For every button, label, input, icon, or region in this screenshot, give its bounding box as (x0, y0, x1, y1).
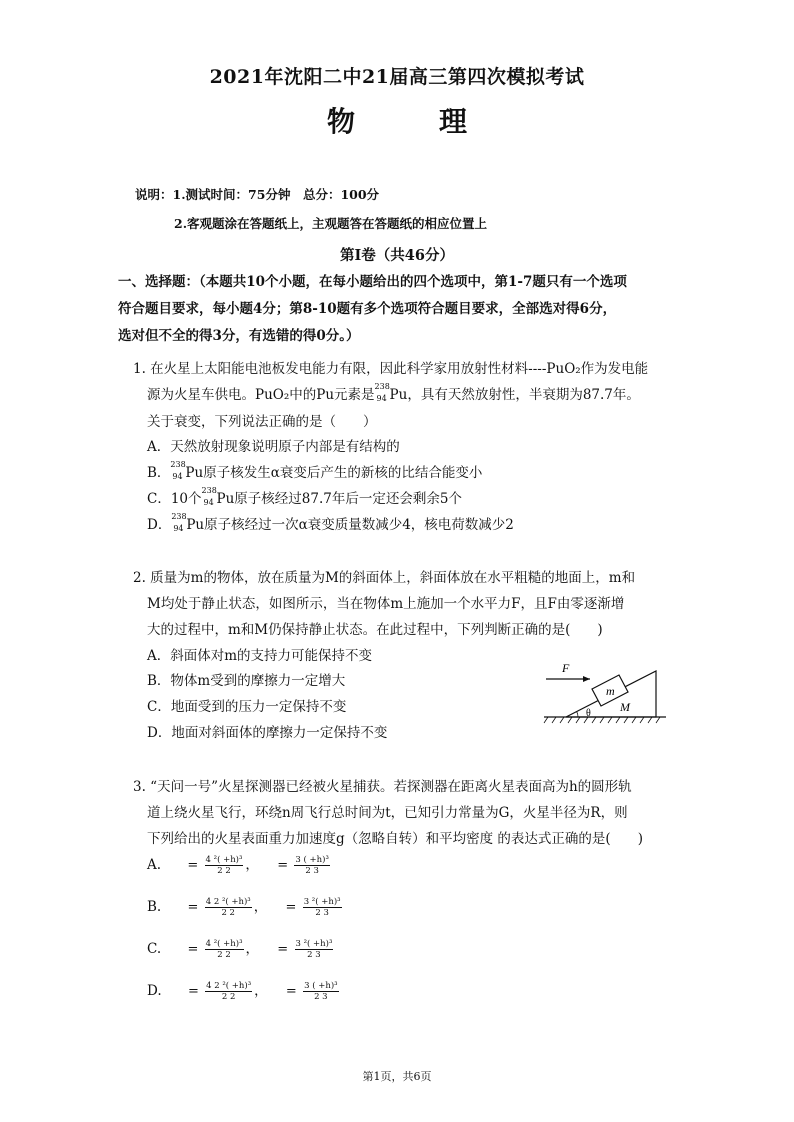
q3-option-c: C. = $\frac{\text{4 ²( +h)³}}{2 2}$ ， = $\frac{\text{3 ²( +h)³}}{2 3}$ (147, 939, 333, 960)
exam-title: 2021年沈阳二中21届高三第四次模拟考试 (209, 66, 585, 88)
q3-line-2: 道上绕火星飞行，环绕n周飞行总时间为t，已知引力常量为G，火星半径为R，则 (147, 805, 628, 821)
label-theta: θ (586, 708, 591, 719)
q3-line-3: 下列给出的火星表面重力加速度g（忽略自转）和平均密度 的表达式正确的是( ) (147, 831, 643, 847)
note-line-1: 说明：1.测试时间：75分钟 总分：100分 (135, 187, 380, 202)
q2-option-d: D．地面对斜面体的摩擦力一定保持不变 (147, 725, 388, 741)
q1-line-2b: Pu，具有天然放射性，半衰期为87.7年。 (389, 387, 640, 403)
q2-line-3: 大的过程中，m和M仍保持静止状态。在此过程中，下列判断正确的是( ) (147, 622, 603, 638)
q1-option-b: B． 238 94 Pu原子核发生α衰变后产生的新核的比结合能变小 (147, 460, 483, 481)
q1-option-a: A．天然放射现象说明原子内部是有结构的 (147, 439, 400, 455)
section-title: 第Ⅰ卷（共46分） (340, 247, 454, 264)
subject-title: 物 理 (326, 105, 467, 138)
q1-line-2 (147, 383, 640, 403)
label-M: M (620, 700, 630, 714)
instruction-line-1: 一、选择题：（本题共10个小题，在每小题给出的四个选项中，第1-7题只有一个选项 (118, 274, 627, 290)
q3-option-d: D. = $\frac{\text{4 2 ²( +h)³}}{2 2}$ ， = $\frac{\text{3 ( +h)³}}{2 3}$ (147, 981, 338, 1002)
q1-option-d: D． 238 94 Pu原子核经过一次α衰变质量数减少4，核电荷数减少2 (147, 512, 514, 533)
incline-diagram (540, 657, 670, 737)
q3-option-b: B. = $\frac{\text{4 2 ²( +h)³}}{2 2}$ ， = $\frac{\text{3 ²( +h)³}}{2 3}$ (147, 897, 341, 918)
label-F: F (562, 661, 570, 675)
instruction-line-2: 符合题目要求，每小题4分；第8-10题有多个选项符合题目要求，全部选对得6分， (118, 301, 617, 317)
q2-option-b: B．物体m受到的摩擦力一定增大 (147, 673, 346, 689)
pu-isotope: 238 94 (201, 486, 217, 507)
q2-option-a: A．斜面体对m的支持力可能保持不变 (147, 648, 373, 664)
q2-line-1: 2. 质量为m的物体，放在质量为M的斜面体上，斜面体放在水平粗糙的地面上，m和 (133, 570, 636, 586)
instruction-line-3: 选对但不全的得3分，有选错的得0分。） (118, 328, 360, 344)
note-line-2: 2.客观题涂在答题纸上，主观题答在答题纸的相应位置上 (174, 216, 488, 231)
pu-isotope: 238 94 (170, 460, 186, 481)
q1-line-2a: 源为火星车供电。PuO₂中的Pu元素是 (147, 387, 375, 403)
q2-option-c: C．地面受到的压力一定保持不变 (147, 699, 347, 715)
label-m: m (606, 684, 615, 698)
q1-line-3: 关于衰变，下列说法正确的是（ ） (147, 414, 377, 430)
force-arrowhead (583, 676, 590, 682)
q1-option-c: C．10个 238 94 Pu原子核经过87.7年后一定还会剩余5个 (147, 486, 462, 507)
pu-isotope: 238 94 (374, 382, 390, 403)
q3-option-a: A. = $\frac{\text{4 ²( +h)³}}{2 2}$ ， = $\frac{\text{3 ( +h)³}}{2 3}$ (147, 855, 329, 876)
page-footer: 第1页，共6页 (362, 1070, 432, 1083)
ground-hatch (544, 717, 660, 723)
q1-line-1: 1. 在火星上太阳能电池板发电能力有限，因此科学家用放射性材料----PuO₂作为发电能 (133, 361, 649, 377)
q3-line-1: 3. “天问一号”火星探测器已经被火星捕获。若探测器在距离火星表面高为h的圆形轨 (133, 779, 632, 795)
angle-arc (577, 712, 578, 717)
q2-line-2: M均处于静止状态，如图所示，当在物体m上施加一个水平力F，且F由零逐渐增 (147, 596, 625, 612)
pu-isotope: 238 94 (171, 512, 187, 533)
